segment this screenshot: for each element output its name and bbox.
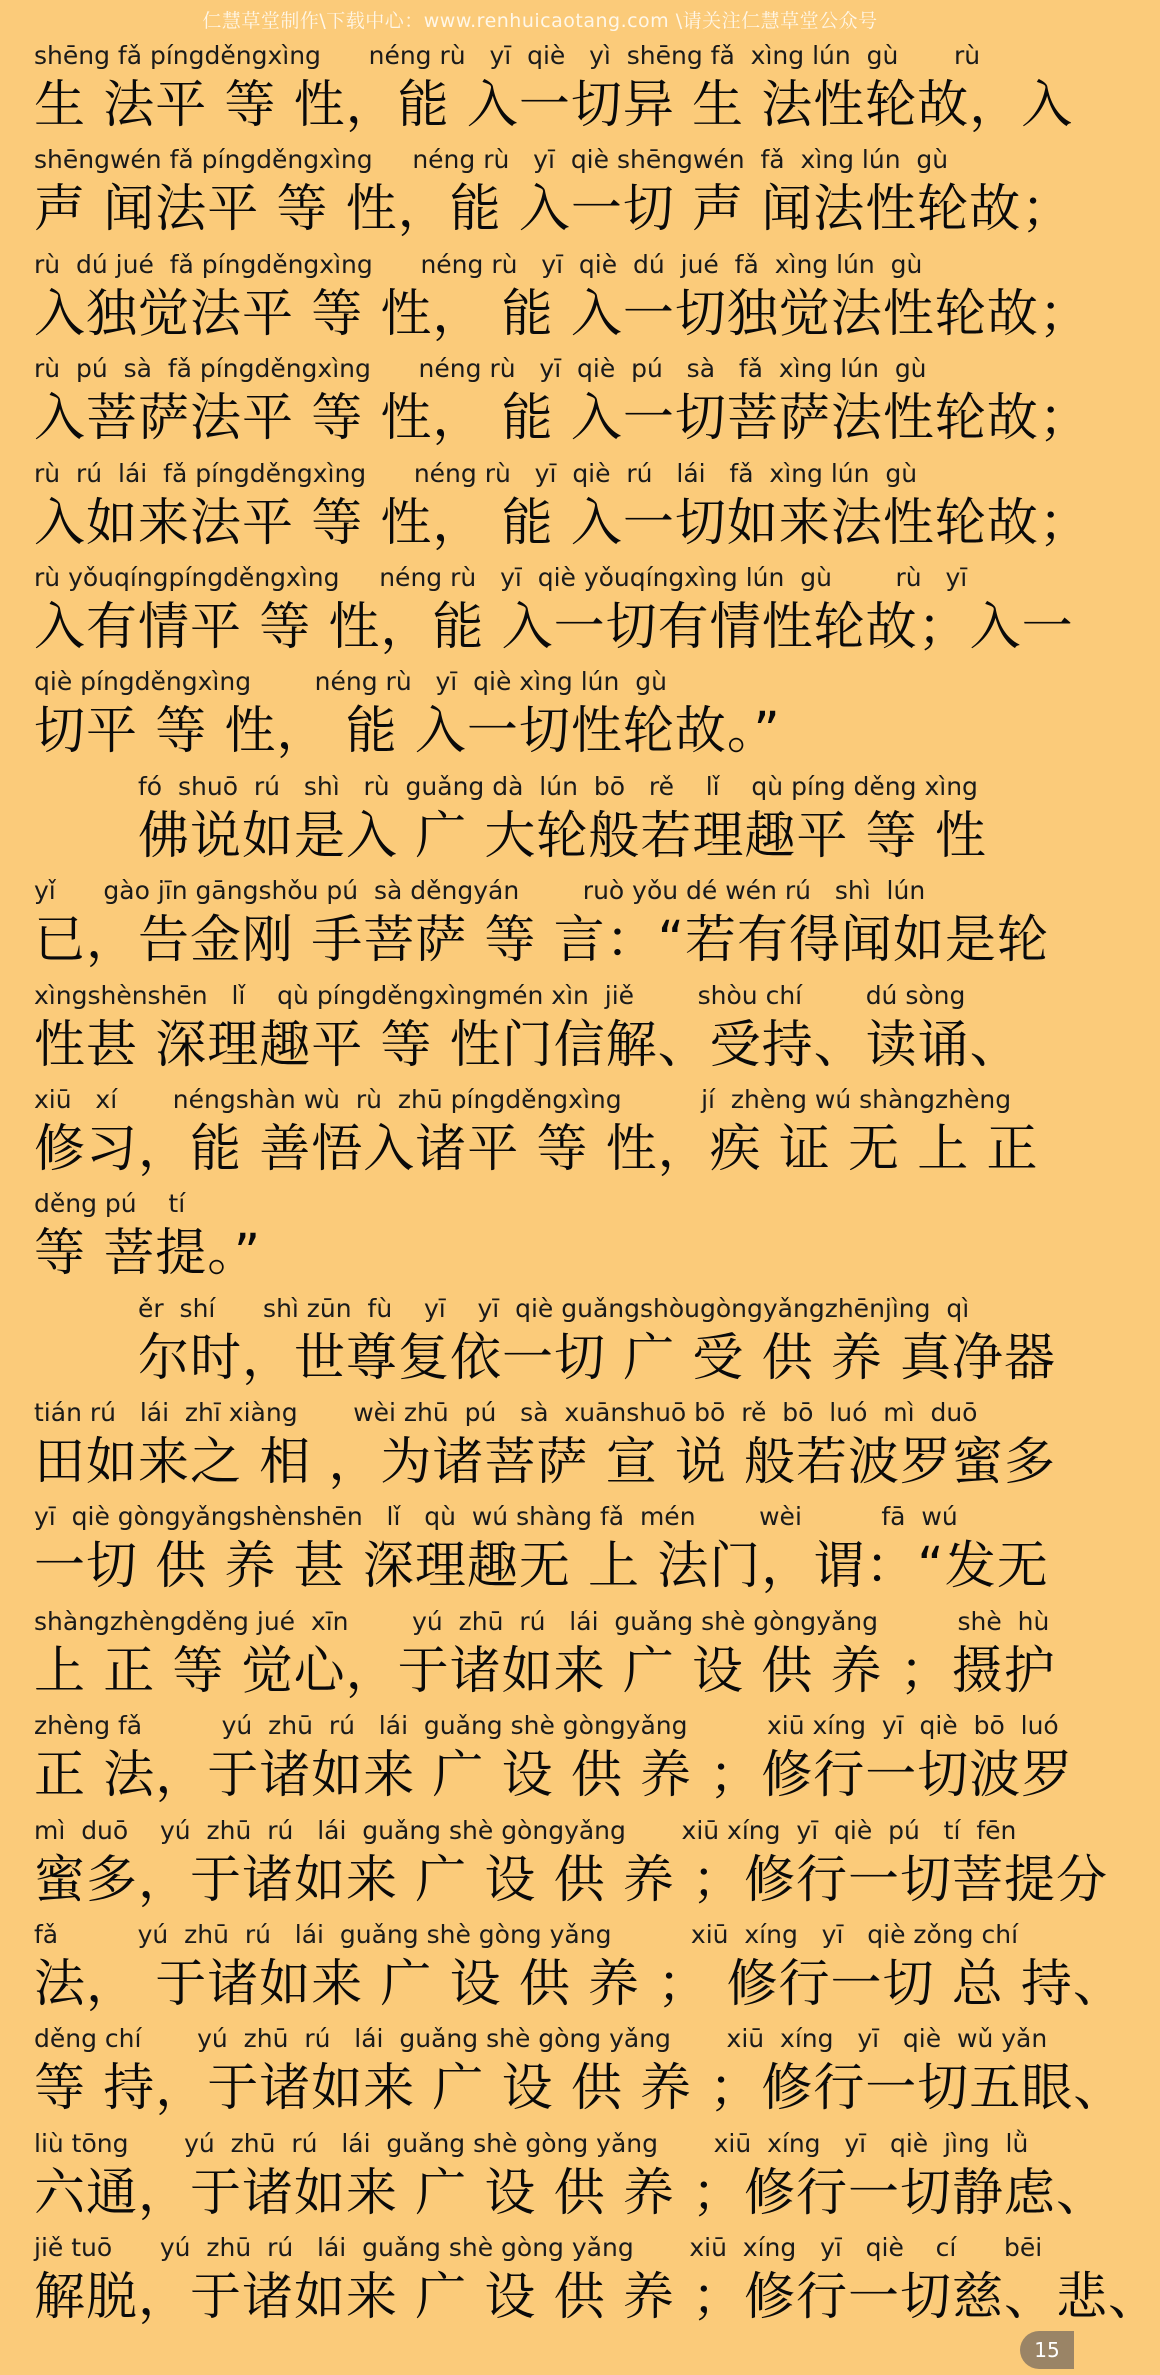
pinyin-annotation: liù tōng yú zhū rú lái guǎng shè gòng yǎng xiū xíng yī qiè jìng lǜ	[34, 2128, 1029, 2158]
text-line	[34, 1813, 1109, 1917]
chinese-text: 佛说如是入 广 大轮般若理趣平 等 性	[138, 806, 987, 866]
text-line	[34, 978, 1046, 1082]
text-line	[34, 351, 1091, 455]
text-line	[34, 2230, 1160, 2334]
pinyin-annotation: shàngzhèngděng jué xīn yú zhū rú lái guǎng shè gòngyǎng shè hù	[34, 1606, 1050, 1636]
pinyin-annotation: xìngshènshēn lǐ qù píngděngxìngmén xìn jiě shòu chí dú sòng	[34, 980, 966, 1010]
chinese-text: 入如来法平 等 性， 能 入一切如来法性轮故；	[34, 493, 1091, 553]
chinese-text: 性甚 深理趣平 等 性门信解、受持、读诵、	[34, 1015, 1022, 1075]
chinese-text: 修习，能 善悟入诸平 等 性，疾 证 无 上 正	[34, 1119, 1039, 1179]
pinyin-annotation: rù rú lái fǎ píngděngxìng néng rù yī qiè rú lái fǎ xìng lún gù	[34, 458, 918, 488]
chinese-text: 法， 于诸如来 广 设 供 养 ； 修行一切 总 持、	[34, 1955, 1125, 2015]
chinese-text: 已，告金刚 手菩萨 等 言：“若有得闻如是轮	[34, 911, 1050, 971]
pinyin-annotation: tián rú lái zhī xiàng wèi zhū pú sà xuānshuō bō rě bō luó mì duō	[34, 1398, 978, 1428]
text-line	[34, 2021, 1126, 2125]
text-line	[34, 142, 1074, 246]
pinyin-annotation: xiū xí néngshàn wù rù zhū píngděngxìng jí zhèng wú shàngzhèng	[34, 1084, 1012, 1114]
text-line	[34, 2126, 1109, 2230]
pinyin-annotation: qiè píngděngxìng néng rù yī qiè xìng lún gù	[34, 667, 667, 697]
chinese-text: 田如来之 相 ，为诸菩萨 宣 说 般若波罗蜜多	[34, 1433, 1057, 1493]
chinese-text: 解脱，于诸如来 广 设 供 养 ；修行一切慈、悲、	[34, 2268, 1160, 2328]
page-number-badge: 15	[1020, 2331, 1074, 2369]
chinese-text: 正 法，于诸如来 广 设 供 养 ；修行一切波罗	[34, 1746, 1074, 1806]
text-line	[34, 247, 1091, 351]
pinyin-annotation: rù pú sà fǎ píngděngxìng néng rù yī qiè pú sà fǎ xìng lún gù	[34, 354, 927, 384]
text-line	[34, 1186, 1046, 1290]
pinyin-annotation: fó shuō rú shì rù guǎng dà lún bō rě lǐ qù píng děng xìng	[138, 771, 978, 801]
pinyin-annotation: zhèng fǎ yú zhū rú lái guǎng shè gòngyǎng xiū xíng yī qiè bō luó	[34, 1711, 1059, 1741]
text-line	[34, 664, 1046, 768]
chinese-text: 上 正 等 觉心，于诸如来 广 设 供 养 ；摄护	[34, 1641, 1056, 1701]
chinese-text: 尔时，世尊复依一切 广 受 供 养 真净器	[138, 1328, 1057, 1388]
pinyin-annotation: děng pú tí	[34, 1189, 186, 1219]
chinese-text: 等 菩提。”	[34, 1224, 262, 1284]
text-line	[34, 1082, 1046, 1186]
page-header: 仁慧草堂制作\下载中心：www.renhuicaotang.com \请关注仁慧草堂公众号	[202, 10, 878, 32]
text-line	[34, 769, 1046, 873]
pinyin-annotation: ěr shí shì zūn fù yī yī qiè guǎngshòugòngyǎngzhēnjìng qì	[138, 1293, 970, 1323]
scripture-text	[34, 38, 1160, 2335]
pinyin-annotation: shēng fǎ píngděngxìng néng rù yī qiè yì shēng fǎ xìng lún gù rù	[34, 41, 981, 70]
text-line	[34, 1917, 1125, 2021]
chinese-text: 切平 等 性， 能 入一切性轮故。”	[34, 702, 781, 762]
text-line	[34, 1499, 1049, 1603]
pinyin-annotation: shēngwén fǎ píngděngxìng néng rù yī qiè shēngwén fǎ xìng lún gù	[34, 145, 949, 175]
pinyin-annotation: fǎ yú zhū rú lái guǎng shè gòng yǎng xiū xíng yī qiè zǒng chí	[34, 1920, 1019, 1950]
text-line	[34, 38, 1074, 142]
chinese-text: 入有情平 等 性，能 入一切有情性轮故；入一	[34, 597, 1074, 657]
pinyin-annotation: mì duō yú zhū rú lái guǎng shè gòngyǎng xiū xíng yī qiè pú tí fēn	[34, 1815, 1017, 1845]
chinese-text: 声 闻法平 等 性，能 入一切 声 闻法性轮故；	[34, 180, 1074, 240]
chinese-text: 等 持，于诸如来 广 设 供 养 ；修行一切五眼、	[34, 2059, 1126, 2119]
text-line	[34, 456, 1091, 560]
pinyin-annotation: rù dú jué fǎ píngděngxìng néng rù yī qiè dú jué fǎ xìng lún gù	[34, 249, 923, 279]
chinese-text: 蜜多，于诸如来 广 设 供 养 ；修行一切菩提分	[34, 1850, 1109, 1910]
chinese-text: 一切 供 养 甚 深理趣无 上 法门，谓：“发无	[34, 1537, 1049, 1597]
pinyin-annotation: rù yǒuqíngpíngděngxìng néng rù yī qiè yǒuqíngxìng lún gù rù yī	[34, 562, 968, 592]
chinese-text: 入独觉法平 等 性， 能 入一切独觉法性轮故；	[34, 284, 1091, 344]
text-line	[34, 873, 1050, 977]
pinyin-annotation: děng chí yú zhū rú lái guǎng shè gòng yǎng xiū xíng yī qiè wǔ yǎn	[34, 2024, 1048, 2054]
chinese-text: 入菩萨法平 等 性， 能 入一切菩萨法性轮故；	[34, 389, 1091, 449]
pinyin-annotation: jiě tuō yú zhū rú lái guǎng shè gòng yǎng xiū xíng yī qiè cí bēi	[34, 2233, 1043, 2263]
pinyin-annotation: yī qiè gòngyǎngshènshēn lǐ qù wú shàng fǎ mén wèi fā wú	[34, 1502, 958, 1532]
text-line	[34, 560, 1074, 664]
text-line	[34, 1708, 1074, 1812]
text-line	[34, 1604, 1056, 1708]
pinyin-annotation: yǐ gào jīn gāngshǒu pú sà děngyán ruò yǒu dé wén rú shì lún	[34, 876, 926, 906]
text-line	[34, 1291, 1057, 1395]
chinese-text: 六通，于诸如来 广 设 供 养 ；修行一切静虑、	[34, 2163, 1109, 2223]
chinese-text: 生 法平 等 性，能 入一切异 生 法性轮故，入	[34, 76, 1074, 135]
text-line	[34, 1395, 1057, 1499]
